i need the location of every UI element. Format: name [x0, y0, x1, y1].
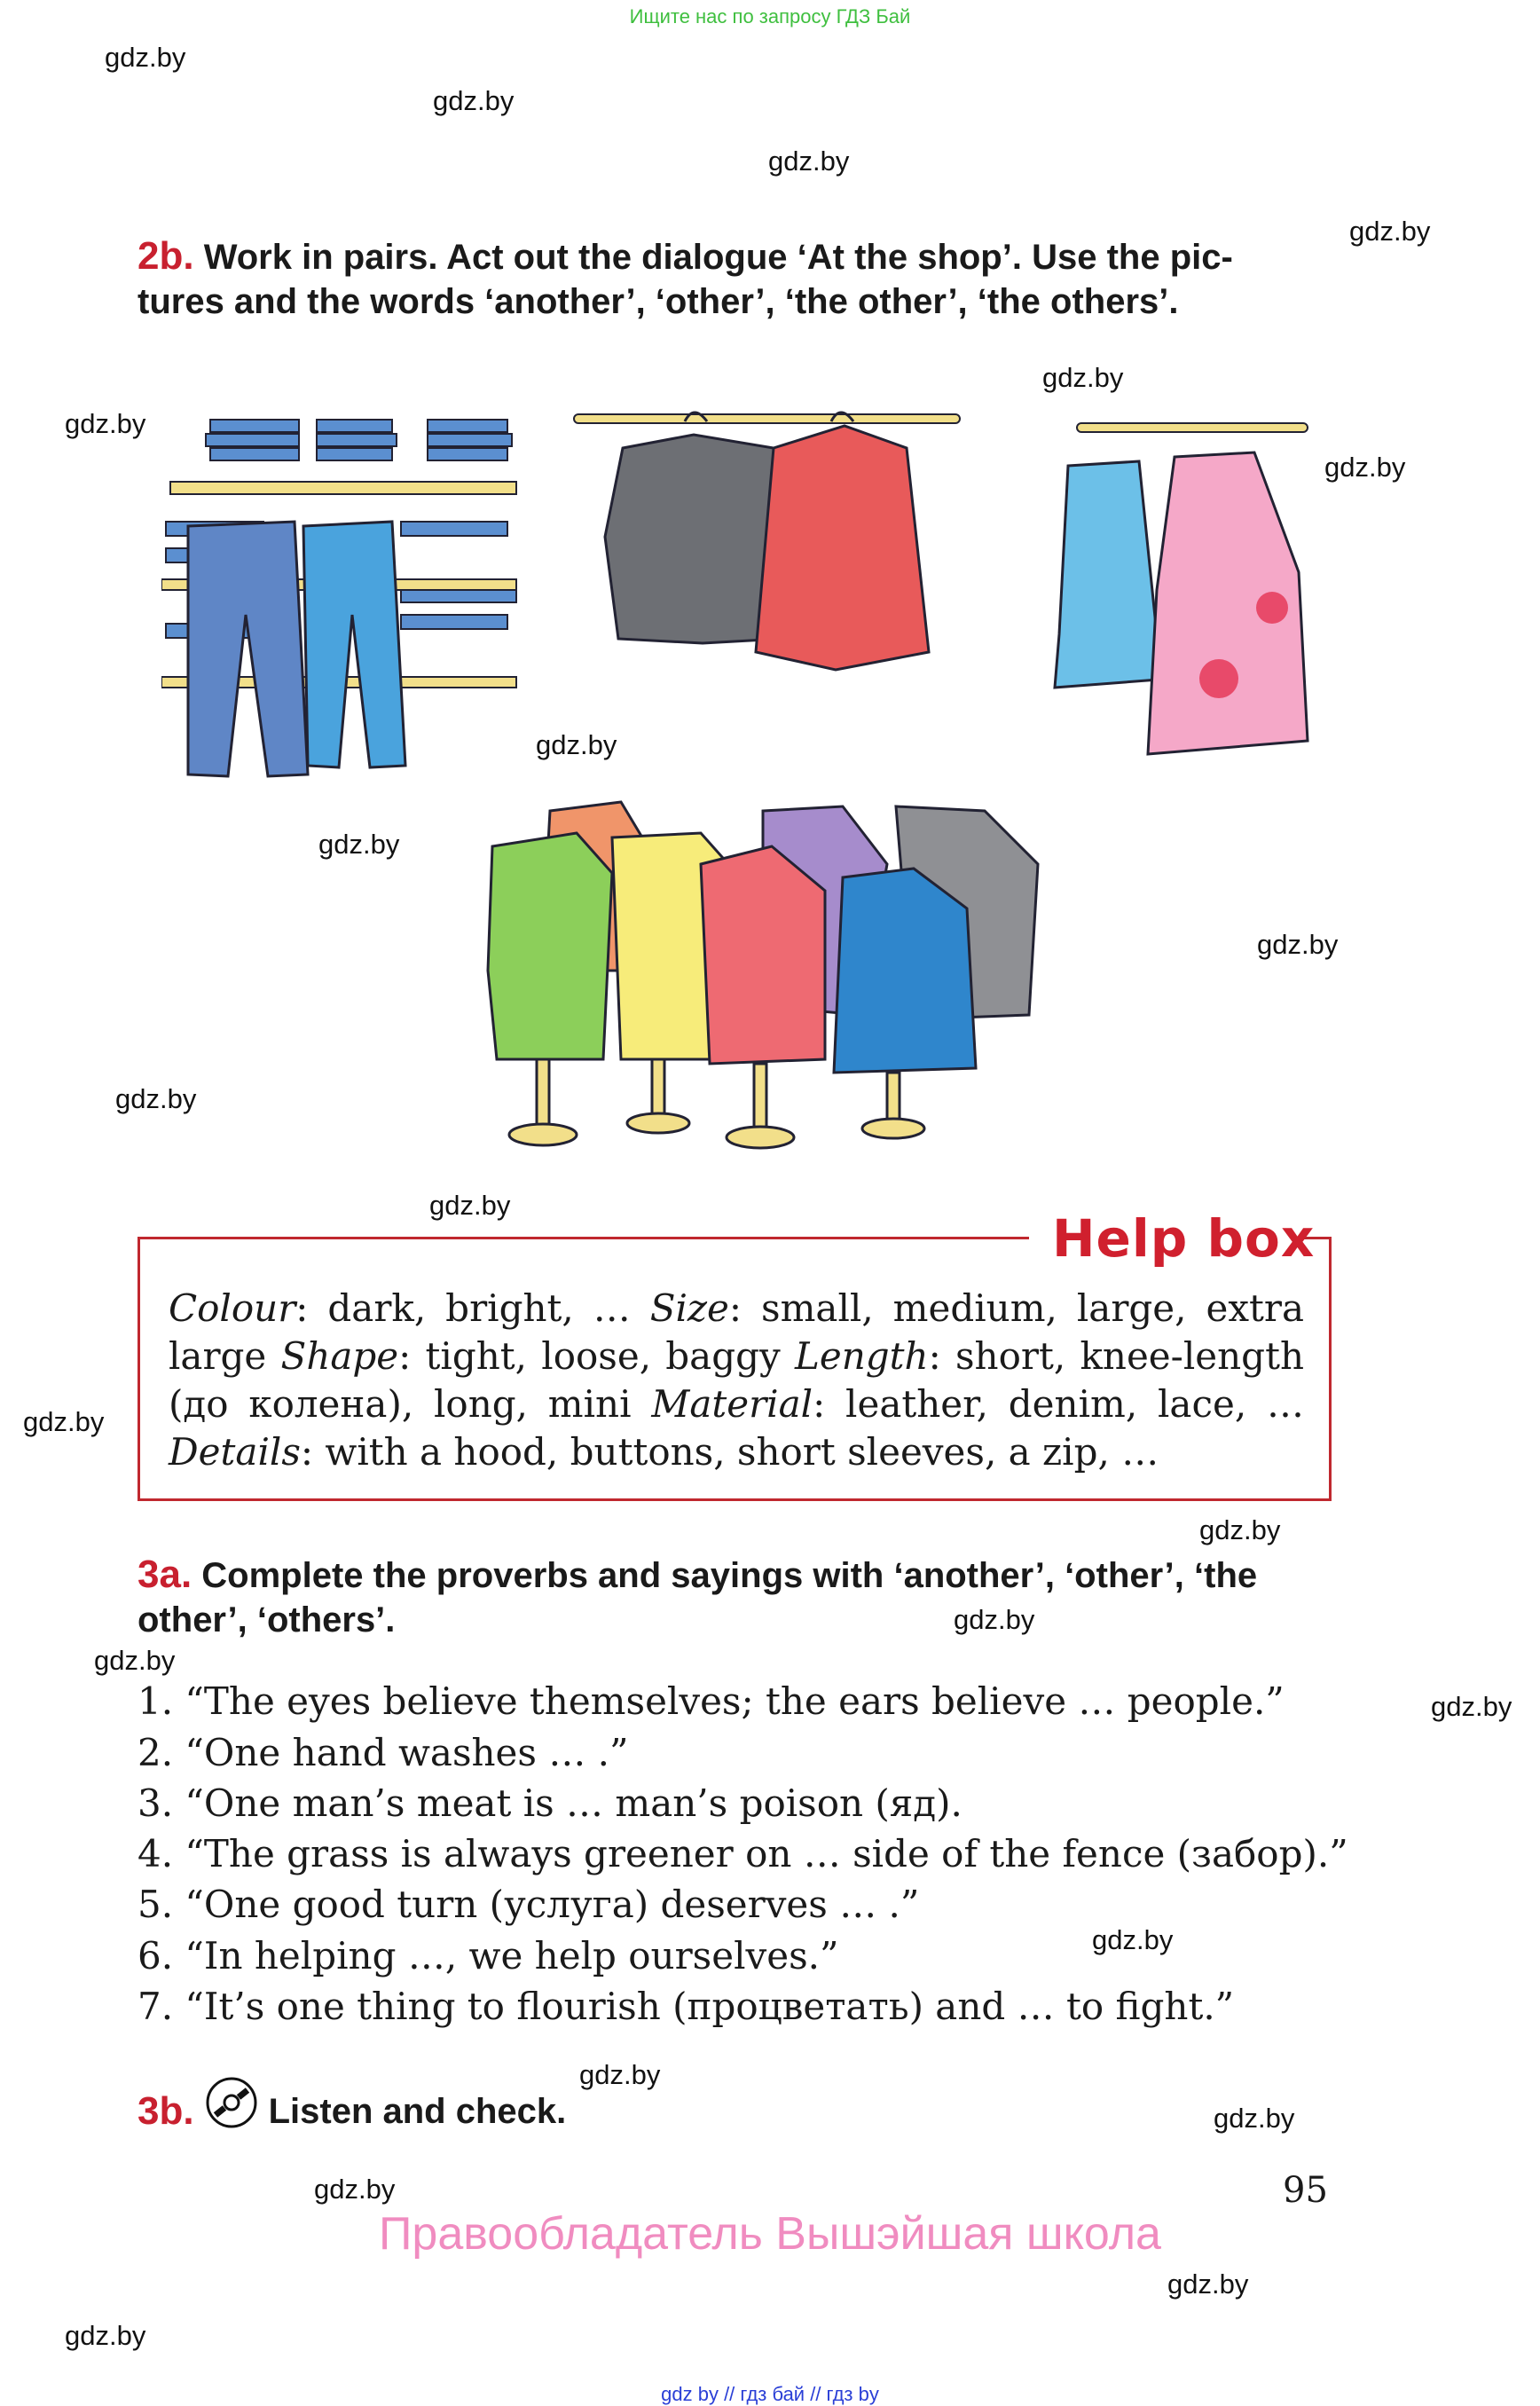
watermark: gdz.by	[1324, 452, 1406, 483]
watermark: gdz.by	[1257, 929, 1339, 960]
proverb-item: 5. “One good turn (услуга) deserves … .”	[138, 1883, 920, 1926]
help-values: : with a hood, buttons, short sleeves, a zip, …	[300, 1430, 1159, 1474]
instruction-line: tures and the words ‘another’, ‘other’, ‘the other’, ‘the others’.	[138, 282, 1179, 321]
exercise-number: 2b.	[138, 234, 194, 278]
watermark: gdz.by	[768, 145, 850, 177]
proverb-item: 3. “One man’s meat is … man’s poison (яд).	[138, 1781, 962, 1825]
proverb-item: 7. “It’s one thing to flourish (процветать) and … to fight.”	[138, 1985, 1235, 2028]
copyright-notice: Правообладатель Вышэйшая школа	[379, 2208, 1161, 2260]
cd-icon	[205, 2076, 258, 2129]
hoodies-on-mannequins-illustration	[470, 793, 1051, 1152]
instruction-line: other’, ‘others’.	[138, 1600, 396, 1639]
watermark: gdz.by	[1199, 1514, 1281, 1545]
help-label: Colour	[169, 1286, 296, 1330]
watermark: gdz.by	[579, 2059, 661, 2090]
watermark: gdz.by	[1092, 1924, 1174, 1955]
help-label: Shape	[280, 1334, 399, 1378]
watermark: gdz.by	[954, 1604, 1035, 1635]
exercise-3b-heading	[138, 2089, 566, 2134]
dresses-illustration	[1041, 413, 1312, 759]
jackets-illustration	[570, 404, 964, 679]
watermark: gdz.by	[23, 1406, 105, 1437]
help-label: Material	[651, 1382, 813, 1426]
watermark: gdz.by	[429, 1190, 511, 1221]
watermark: gdz.by	[536, 729, 617, 760]
page-number: 95	[1283, 2170, 1328, 2211]
exercise-2b-heading	[138, 234, 1233, 324]
help-label: Length	[794, 1334, 929, 1378]
instruction-line: Complete the proverbs and sayings with ‘another’, ‘other’, ‘the	[201, 1556, 1258, 1595]
watermark: gdz.by	[105, 42, 186, 73]
help-values: : small, medium, large, extra large	[169, 1286, 1304, 1378]
proverb-item: 6. “In helping …, we help ourselves.”	[138, 1934, 839, 1977]
instruction-text: Listen and check.	[268, 2092, 567, 2131]
help-label: Details	[169, 1430, 301, 1474]
top-banner: Ищите нас по запросу ГДЗ Бай	[629, 5, 911, 28]
jeans-shelf-illustration	[161, 393, 525, 788]
footer-links[interactable]: gdz by // гдз бай // гдз by	[661, 2383, 879, 2405]
watermark: gdz.by	[1167, 2268, 1249, 2300]
proverb-item: 1. “The eyes believe themselves; the ears believe … people.”	[138, 1679, 1285, 1723]
watermark: gdz.by	[433, 85, 515, 116]
help-label: Size	[649, 1286, 729, 1330]
watermark: gdz.by	[94, 1645, 176, 1676]
watermark: gdz.by	[318, 829, 400, 860]
help-values: : dark, bright, …	[295, 1286, 650, 1330]
watermark: gdz.by	[1349, 216, 1431, 247]
help-values: : short, knee-length (до колена), long, mini	[169, 1334, 1304, 1426]
watermark: gdz.by	[314, 2174, 396, 2205]
exercise-number: 3a.	[138, 1553, 192, 1596]
help-box-text	[169, 1285, 1304, 1476]
proverb-item: 2. “One hand washes … .”	[138, 1731, 629, 1774]
watermark: gdz.by	[1042, 362, 1124, 393]
proverb-item: 4. “The grass is always greener on … side of the fence (забор).”	[138, 1832, 1348, 1875]
instruction-line: Work in pairs. Act out the dialogue ‘At the shop’. Use the pic-	[203, 238, 1233, 277]
watermark: gdz.by	[65, 2320, 146, 2351]
help-values: : leather, denim, lace, …	[813, 1382, 1304, 1426]
help-box-title: Help box	[1052, 1208, 1316, 1269]
watermark: gdz.by	[115, 1083, 197, 1114]
watermark: gdz.by	[1431, 1691, 1512, 1722]
help-values: : tight, loose, baggy	[398, 1334, 795, 1378]
exercise-number: 3b.	[138, 2089, 194, 2133]
watermark: gdz.by	[65, 408, 146, 439]
exercise-3a-heading	[138, 1553, 1257, 1642]
watermark: gdz.by	[1214, 2103, 1295, 2134]
